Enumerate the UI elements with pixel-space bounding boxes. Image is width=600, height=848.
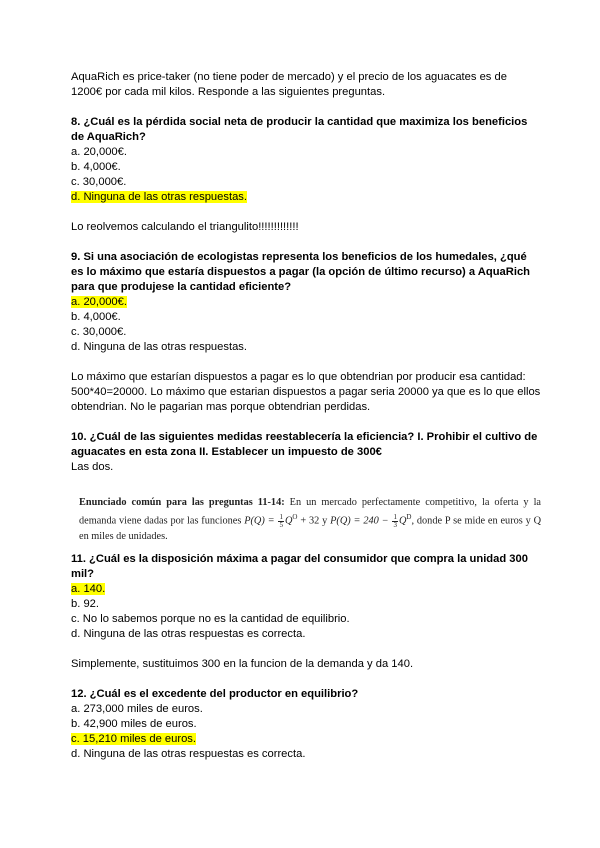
q11-note: Simplemente, sustituimos 300 en la funcion de la demanda y da 140. (71, 657, 414, 670)
demand-exponent: D (406, 513, 412, 521)
q11-option-a (71, 582, 541, 597)
supply-exponent: O (292, 513, 298, 521)
statement-heading: Enunciado común para las preguntas 11-14: (79, 497, 285, 508)
question-12-title: 12. ¿Cuál es el excedente del productor en equilibrio? (71, 687, 359, 700)
q8-note: Lo reolvemos calculando el triangulito!!!!!!!!!!!!! (71, 221, 299, 233)
q9-note: Lo máximo que estarían dispuestos a pagar es lo que obtendrian por producir esa cantidad: 500*40=20000. Lo máximo que estarian dispuestos a pagar seria 20000 ya que es lo que ellos obtendrian. No le pagarian mas porque obtendrian perdidas. (71, 371, 541, 413)
statement-text-1: En un mercado perfectamente competitivo, la oferta y la demanda viene dadas por las funciones (79, 497, 541, 527)
q8-option-a: a. 20,000€. (71, 146, 127, 158)
q9-option-b: b. 4,000€. (71, 311, 121, 323)
q11-option-d: d. Ninguna de las otras respuestas es correcta. (71, 627, 306, 640)
q12-option-a: a. 273,000 miles de euros. (71, 702, 203, 715)
q12-option-d: d. Ninguna de las otras respuestas es correcta. (71, 747, 306, 760)
q12-option-c (71, 732, 541, 747)
intro-line-1: AquaRich es price-taker (no tiene poder de mercado) y el precio de los aguacates es de (71, 71, 507, 83)
q8-option-d-highlighted: d. Ninguna de las otras respuestas. (71, 191, 247, 203)
q11-option-b: b. 92. (71, 597, 99, 610)
question-8-title: 8. ¿Cuál es la pérdida social neta de producir la cantidad que maximiza los beneficios de AquaRich? (71, 116, 528, 143)
q8-option-d (71, 190, 541, 205)
q12-option-c-highlighted: c. 15,210 miles de euros. (71, 732, 196, 745)
demand-q: Q (398, 515, 407, 527)
q9-option-a (71, 295, 541, 310)
demand-lhs: P(Q) = 240 − (330, 515, 389, 527)
supply-lhs: P(Q) = (244, 515, 275, 527)
q9-option-a-highlighted: a. 20,000€. (71, 296, 127, 308)
supply-fraction: $\frac{1}{5}$ (279, 512, 283, 529)
question-11-title: 11. ¿Cuál es la disposición máxima a pagar del consumidor que compra la unidad 300 mil? (71, 552, 528, 580)
statement-text-2: , donde P se mide en euros y Q en miles de unidades. (79, 515, 542, 542)
q10-answer: Las dos. (71, 461, 114, 473)
q8-option-c: c. 30,000€. (71, 176, 127, 188)
intro-line-2: 1200€ por cada mil kilos. Responde a las siguientes preguntas. (71, 86, 386, 98)
q12-option-b: b. 42,900 miles de euros. (71, 717, 197, 730)
q9-option-c: c. 30,000€. (71, 326, 127, 338)
q9-option-d: d. Ninguna de las otras respuestas. (71, 341, 247, 353)
question-9-title: 9. Si una asociación de ecologistas representa los beneficios de los humedales, ¿qué es lo máximo que estaría dispuestos a pagar (la opción de último recurso) a AquaRich para que produjese la cantidad eficiente? (71, 251, 531, 293)
q11-option-a-highlighted: a. 140. (71, 582, 106, 595)
q11-option-c: c. No lo sabemos porque no es la cantidad de equilibrio. (71, 612, 350, 625)
supply-constant: + 32 y (300, 515, 328, 527)
document-page (71, 70, 541, 762)
supply-q: Q (284, 515, 293, 527)
question-10-title: 10. ¿Cuál de las siguientes medidas reestablecería la eficiencia? I. Prohibir el cultivo de aguacates en esta zona II. Establecer un impuesto de 300€ (71, 431, 538, 458)
demand-fraction: $\frac{1}{3}$ (393, 512, 397, 529)
common-statement (79, 495, 541, 544)
q8-option-b: b. 4,000€. (71, 161, 121, 173)
